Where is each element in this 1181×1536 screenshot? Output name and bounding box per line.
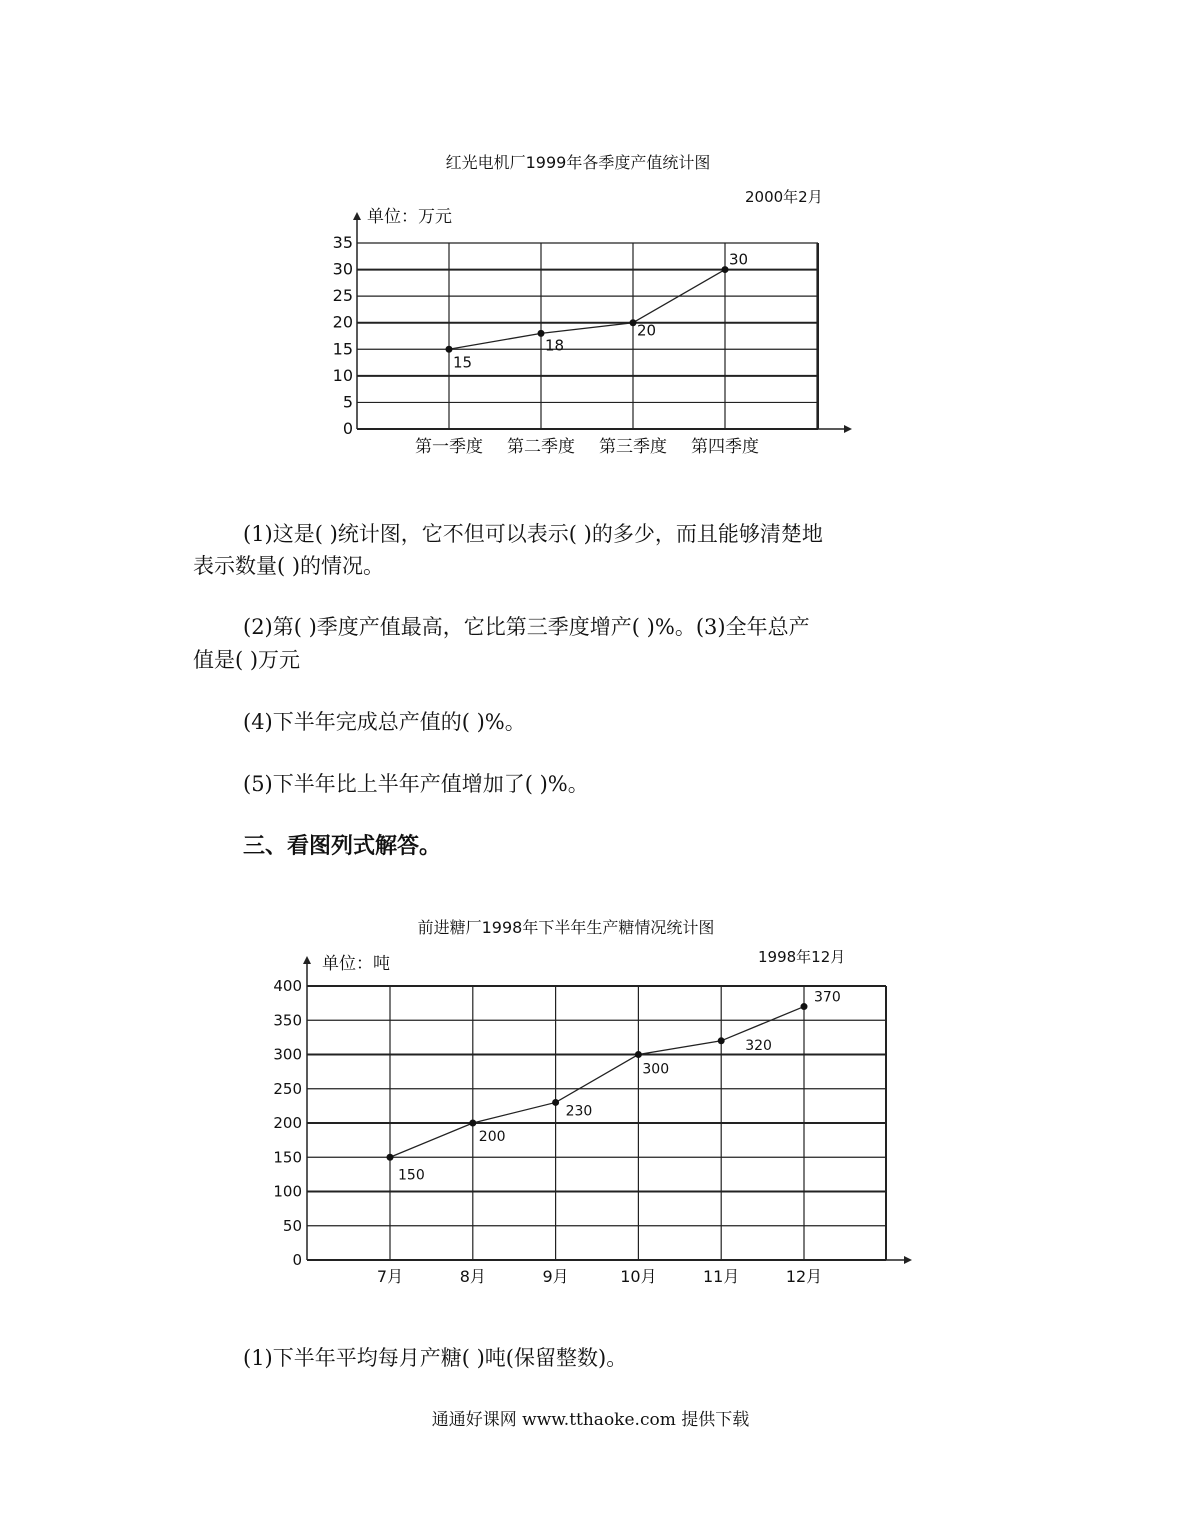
chart-1-xtick-label: 第二季度 xyxy=(507,437,575,457)
chart-2-ytick-label: 350 xyxy=(273,1011,302,1030)
chart-1-ytick-label: 5 xyxy=(342,392,353,412)
chart-2-ytick-labels xyxy=(273,977,302,1269)
chart-2-data-point xyxy=(469,1120,476,1127)
chart-2-xtick-label: 10月 xyxy=(620,1267,657,1286)
question-5: (5)下半年比上半年产值增加了( )%。 xyxy=(243,772,589,796)
question-sugar-1: (1)下半年平均每月产糖( )吨(保留整数)。 xyxy=(243,1346,628,1370)
chart-2-xtick-label: 11月 xyxy=(703,1267,740,1286)
chart-1-ytick-label: 10 xyxy=(332,365,353,385)
chart-2-xtick-labels xyxy=(377,1267,822,1286)
chart-1-ytick-label: 0 xyxy=(342,419,353,438)
chart-2-ytick-label: 300 xyxy=(273,1045,302,1064)
chart-2-xtick-label: 8月 xyxy=(459,1267,486,1286)
chart-2-ytick-label: 250 xyxy=(273,1079,302,1098)
chart-2-data-label: 150 xyxy=(398,1167,425,1184)
chart-2-xtick-label: 9月 xyxy=(542,1267,569,1286)
footer: 通通好课网 www.tthaoke.com 提供下载 xyxy=(431,1410,750,1430)
chart-1-date: 2000年2月 xyxy=(745,188,823,206)
chart-2-ytick-label: 100 xyxy=(273,1182,302,1201)
chart-1-ytick-label: 30 xyxy=(332,259,353,279)
chart-2-series xyxy=(387,990,841,1184)
question-1-line-1: (1)这是( )统计图，它不但可以表示( )的多少，而且能够清楚地 xyxy=(243,522,823,546)
chart-2-data-point xyxy=(635,1051,642,1058)
chart-2-data-point xyxy=(387,1154,394,1161)
chart-2-ytick-label: 50 xyxy=(282,1216,302,1235)
chart-2-xtick-label: 12月 xyxy=(785,1267,823,1286)
chart-1-data-label: 18 xyxy=(545,336,565,355)
chart-2-unit: 单位：吨 xyxy=(322,954,390,974)
chart-1-ytick-label: 15 xyxy=(332,339,353,359)
chart-2-data-label: 370 xyxy=(814,989,841,1006)
chart-1-unit: 单位：万元 xyxy=(367,207,452,227)
chart-1-title: 红光电机厂1999年各季度产值统计图 xyxy=(445,153,711,172)
question-4: (4)下半年完成总产值的( )%。 xyxy=(243,710,526,734)
chart-2-x-arrow xyxy=(904,1256,912,1264)
chart-1-ytick-label: 25 xyxy=(332,286,353,306)
chart-1-data-label: 30 xyxy=(729,250,749,269)
chart-2-xtick-label: 7月 xyxy=(376,1267,404,1286)
chart-2-date: 1998年12月 xyxy=(758,948,846,966)
section-heading: 三、看图列式解答。 xyxy=(243,833,442,859)
chart-2-data-label: 320 xyxy=(745,1037,772,1054)
chart-1-data-label: 15 xyxy=(453,353,473,372)
chart-2-ytick-label: 150 xyxy=(273,1148,302,1167)
chart-2-data-label: 230 xyxy=(565,1103,593,1120)
question-1-line-2: 表示数量( )的情况。 xyxy=(193,554,385,578)
chart-2-data-point xyxy=(801,1003,808,1010)
chart-1-xtick-label: 第一季度 xyxy=(415,437,483,457)
chart-1-ytick-label: 20 xyxy=(332,312,353,332)
chart-2-data-label: 200 xyxy=(478,1129,506,1145)
chart-2-y-arrow xyxy=(303,956,311,964)
question-2-line-1: (2)第( )季度产值最高，它比第三季度增产( )%。(3)全年总产 xyxy=(243,615,810,639)
chart-2-data-label: 300 xyxy=(642,1061,670,1078)
chart-2-ytick-label: 200 xyxy=(273,1114,302,1132)
chart-2-ytick-label: 400 xyxy=(273,977,302,995)
chart-2-data-point xyxy=(552,1099,559,1106)
chart-1-xtick-label: 第四季度 xyxy=(691,437,759,457)
chart-2-series-line xyxy=(390,1007,804,1158)
chart-1-ytick-label: 35 xyxy=(332,233,353,252)
chart-2-ytick-label: 0 xyxy=(292,1251,302,1269)
chart-1-xtick-label: 第三季度 xyxy=(599,437,667,457)
question-2-line-2: 值是( )万元 xyxy=(193,648,301,672)
chart-2-title: 前进糖厂1998年下半年生产糖情况统计图 xyxy=(417,918,715,937)
chart-2-data-point xyxy=(718,1037,725,1044)
chart-1-data-label: 20 xyxy=(637,321,657,340)
